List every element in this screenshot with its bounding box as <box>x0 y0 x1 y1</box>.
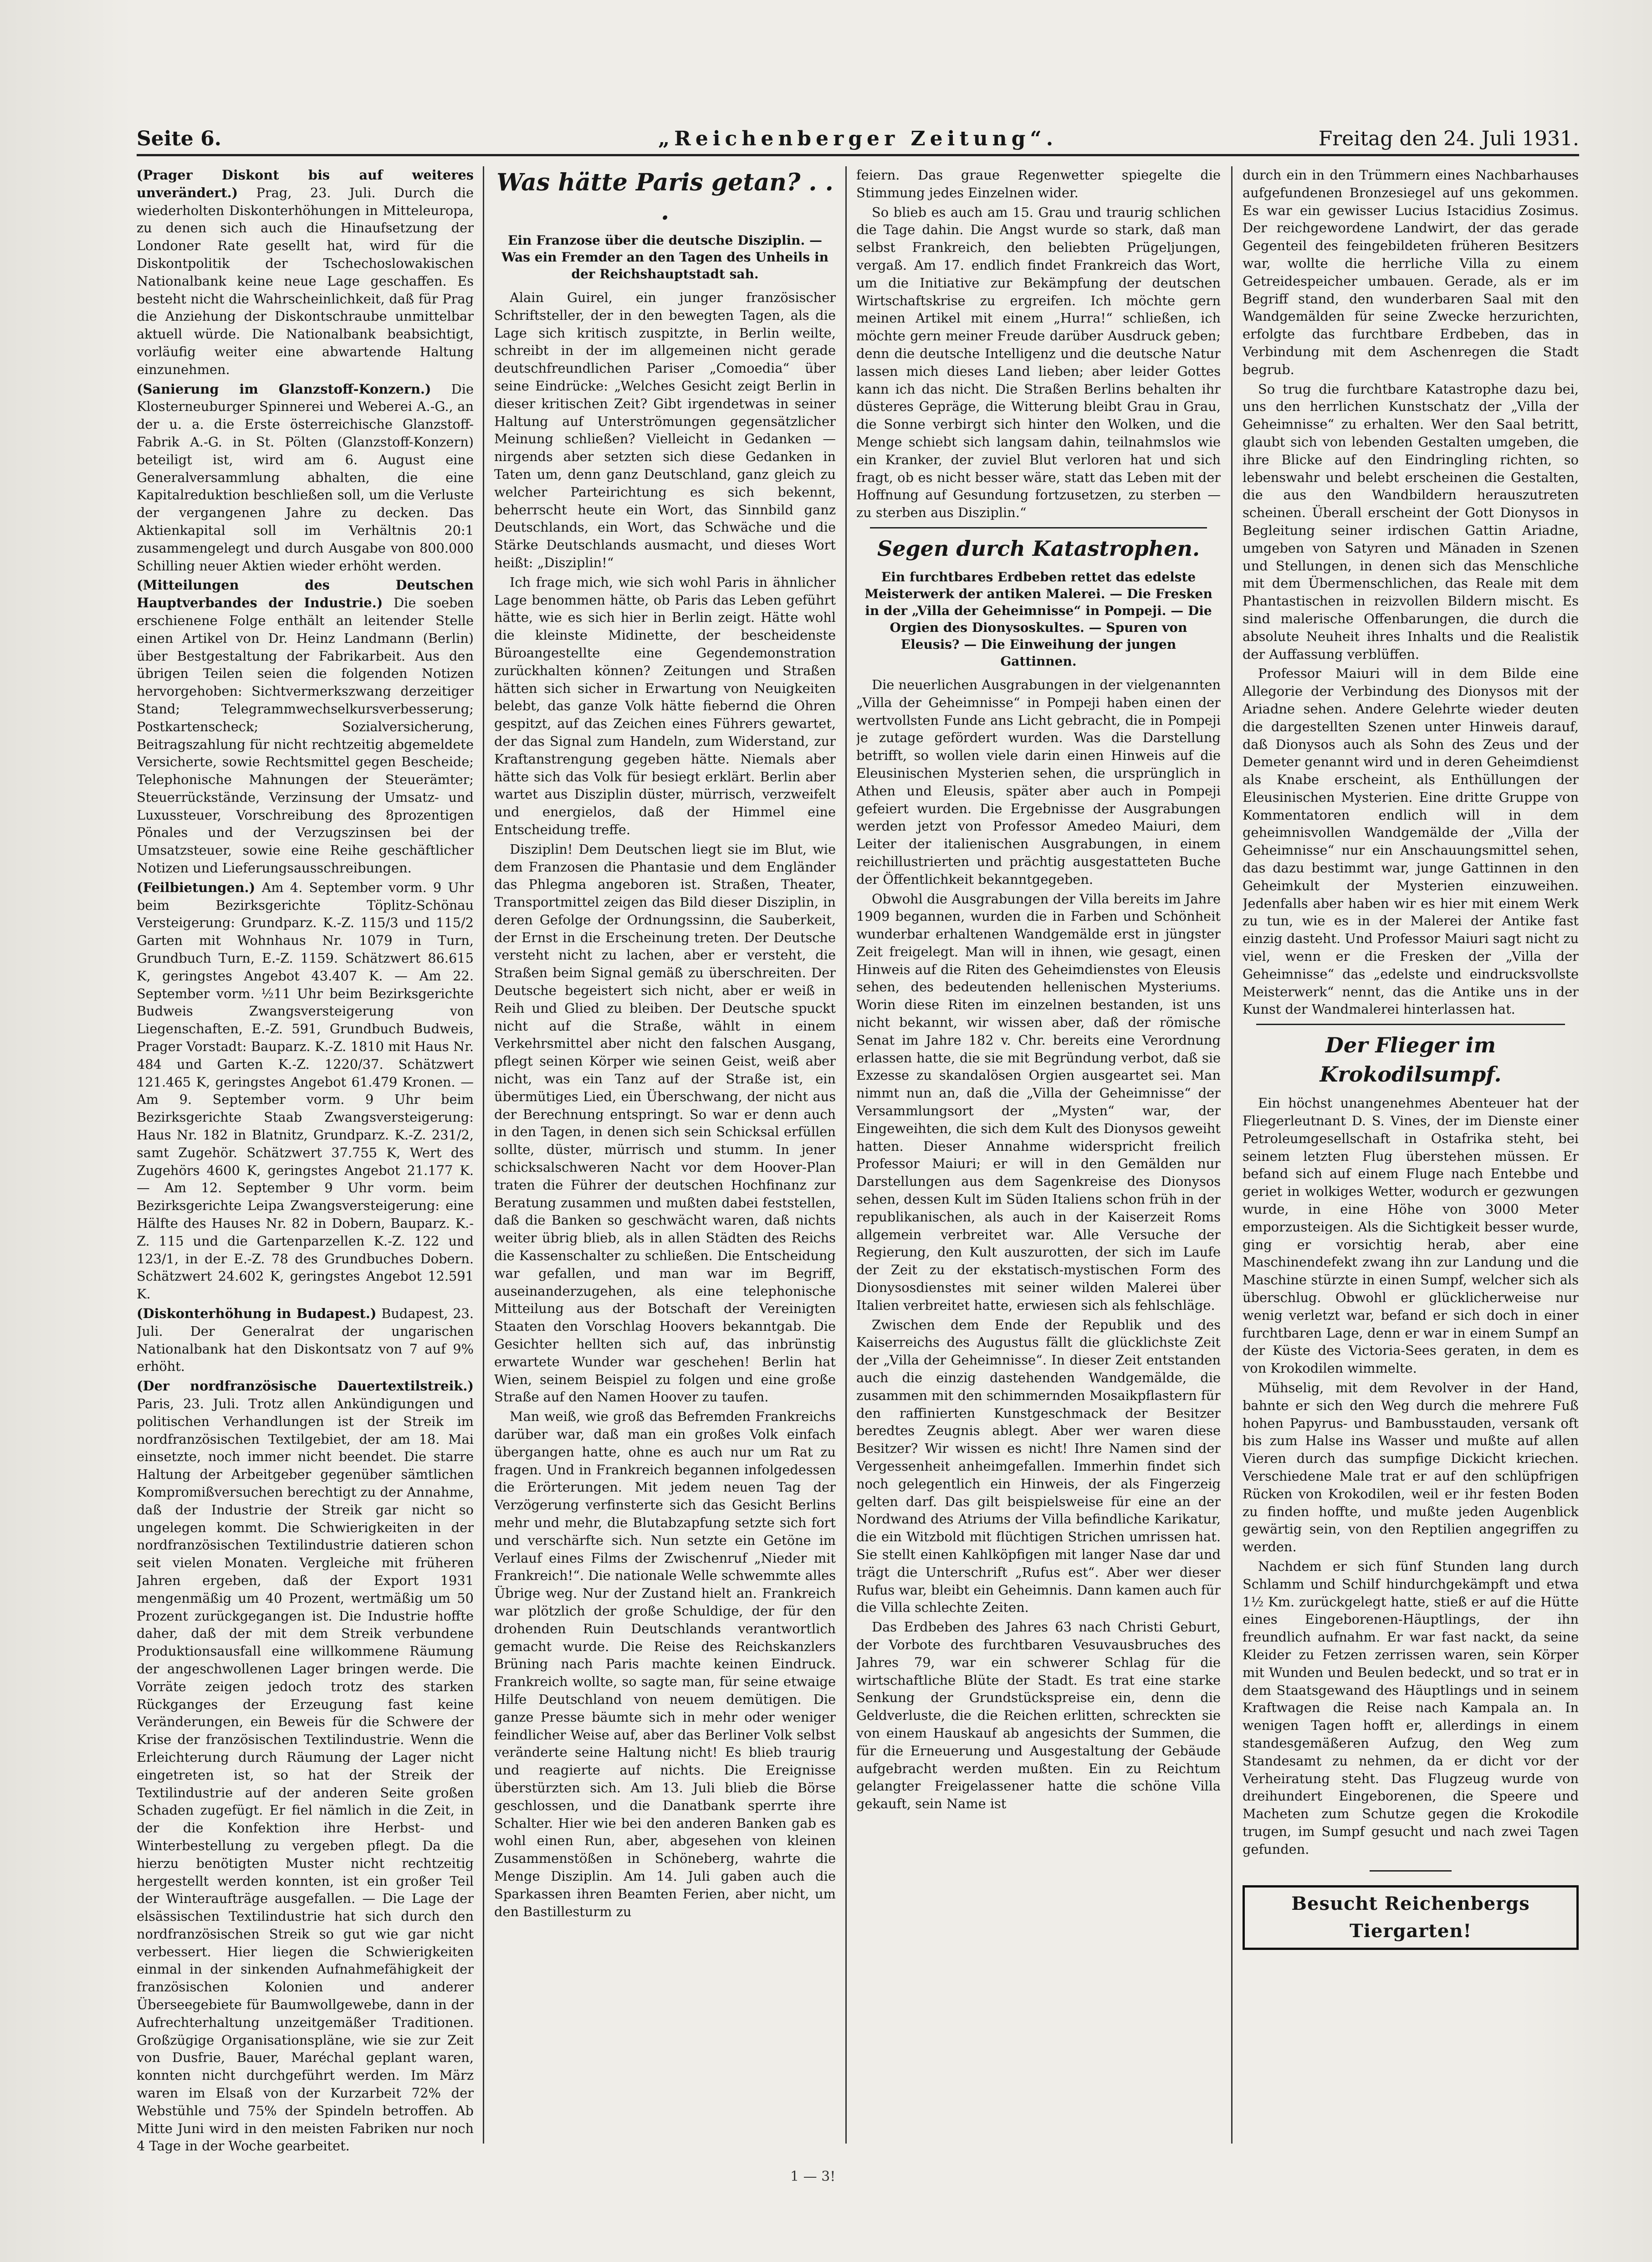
article-paragraph: Mühselig, mit dem Revolver in der Hand, bahnte er sich den Weg durch die mehrere Fuß hohen Papyrus- und Bambusstauden, versank oft bis zum Halse ins Wasser und mußte auf allen Vieren durch das sumpfige Dickicht kriechen. Verschiedene Male trat er auf den schlüpfrigen Rücken von Krokodilen, weil er ihr festen Boden zu finden hoffte, und mußte jeden Augenblick gewärtig sein, von den Reptilien angegriffen zu werden. <box>1243 1380 1579 1555</box>
advert-box: Besucht Reichenbergs Tiergarten! <box>1243 1885 1579 1950</box>
notice-item: (Mitteilungen des Deutschen Hauptverbandes der Industrie.) Die soeben erschienene Folge enthält an leitender Stelle einen Artikel von Dr. Heinz Landmann (Berlin) über Bestgestaltung der Fabrikarbeit. Aus den übrigen Teilen seien die folgenden Notizen hervorgehoben: Sichtvermerkszwang derzeitiger Stand; Telegrammwechselkursverbesserung; Postkartenscheck; Sozialversicherung, Beitragszahlung für nicht rechtzeitig abgemeldete Versicherte, sowie Rechtsmittel gegen Bescheide; Telephonische Mahnungen der Steuerämter; Steuerrückstände, Verzinsung der Umsatz- und Luxussteuer, Vorschreibung des 8prozentigen Pönales und der Verzugszinsen bei der Umsatzsteuer, sowie eine Reihe geschäftlicher Notizen und Lieferungsausschreibungen. <box>137 577 474 876</box>
article-paragraph: Man weiß, wie groß das Befremden Frankreichs darüber war, daß man ein großes Volk einfach übergangen hatte, ohne es auch nur um Rat zu fragen. Und in Frankreich begannen infolgedessen die Erörterungen. Mit jedem neuen Tag der Verzögerung verfinsterte sich das Gesicht Berlins mehr und mehr, die Blutabzapfung setzte sich fort und verschärfte sich. Nun setzte ein Getöne im Verlauf eines Films der Zwischenruf „Nieder mit Frankreich!“. Die nationale Welle schwemmte alles Übrige weg. Nur der Zustand hielt an. Frankreich war plötzlich der große Schuldige, der für den drohenden Ruin Deutschlands verantwortlich gemacht wurde. Die Reise des Reichskanzlers Brüning nach Paris machte keinen Eindruck. Frankreich wollte, so sagte man, für seine etwaige Hilfe Deutschland von neuem demütigen. Die ganze Presse bäumte sich in mehr oder weniger feindlicher Weise auf, aber das Berliner Volk selbst veränderte seine Haltung nicht! Es blieb traurig und reagierte auf nichts. Die Ereignisse überstürzten sich. Am 13. Juli blieb die Börse geschlossen, und die Danatbank sperrte ihre Schalter. Hier wie bei den anderen Banken gab es wohl einen Run, aber, abgesehen von kleinen Zusammenstößen in Schöneberg, wahrte die Menge Disziplin. Am 14. Juli gaben auch die Sparkassen ihren Beamten Ferien, aber nicht, um den Bastillesturm zu <box>494 1409 836 1919</box>
article-paragraph: Das Erdbeben des Jahres 63 nach Christi Geburt, der Vorbote des furchtbaren Vesuvausbruches des Jahres 79, war ein schwerer Schlag für die wirtschaftliche Blüte der Stadt. Es trat eine starke Senkung der Grundstückspreise ein, denn die Geldverluste, die die Reichen erlitten, schreckten sie von einem Hauskauf ab angesichts der Summen, die für die Erneuerung und Ausgestaltung der Gebäude aufgebracht werden mußten. Ein zu Reichtum gelangter Freigelassener hatte die schöne Villa gekauft, sein Name ist <box>856 1619 1221 1812</box>
article-paragraph: durch ein in den Trümmern eines Nachbarhauses aufgefundenen Bronzesiegel auf uns gekommen. Es war ein gewisser Lucius Istacidius Zosimus. Der reichgewordene Landwirt, der das gerade Gegenteil des feingebildeten früheren Besitzers war, wollte die herrliche Villa zu einem Getreidespeicher umbauen. Gerade, als er im Begriff stand, den wunderbaren Saal mit den Wandgemälden für seine Zwecke herzurichten, erfolgte das furchtbare Erdbeben, das in Verbindung mit dem Aschenregen die Stadt begrub. <box>1243 167 1579 377</box>
notice-item: (Der nordfranzösische Dauertextilstreik.) Paris, 23. Juli. Trotz allen Ankündigungen und politischen Verhandlungen ist der Streik im nordfranzösischen Textilgebiet, der am 18. Mai einsetzte, noch immer nicht beendet. Die starre Haltung der Arbeitgeber gegenüber sämtlichen Kompromißversuchen berechtigt zu der Annahme, daß der Industrie der Streik gar nicht so ungelegen kommt. Die Schwierigkeiten in der nordfranzösischen Textilindustrie datieren schon seit vielen Monaten. Vergleiche mit früheren Jahren ergeben, daß der Export 1931 mengenmäßig um 40 Prozent, wertmäßig um 50 Prozent zurückgegangen ist. Die Industrie hoffte daher, daß der mit dem Streik verbundene Produktionsausfall eine willkommene Räumung der angeschwollenen Lager bringen werde. Die Vorräte zeigen jedoch trotz des starken Rückganges der Erzeugung fast keine Veränderungen, ein Beweis für die Schwere der Krise der französischen Textilindustrie. Wenn die Erleichterung durch Räumung der Lager nicht eingetreten ist, so hat der Streik der Textilindustrie auf der anderen Seite großen Schaden zugefügt. Er fiel nämlich in die Zeit, in der die Konfektion ihre Herbst- und Winterbestellung zu vergeben pflegt. Da die hierzu benötigten Muster nicht rechtzeitig hergestellt werden konnten, ist ein großer Teil der Winteraufträge ausgefallen. — Die Lage der elsässischen Textilindustrie hat sich durch den nordfranzösischen Streik so gut wie gar nicht verbessert. Hier liegen die Schwierigkeiten einmal in der sinkenden Aufnahmefähigkeit der französischen Kolonien und anderer Überseegebiete für Baumwollgewebe, dann in der Aufrechterhaltung unzeitgemäßer Traditionen. Großzügige Organisationspläne, wie sie zur Zeit von Dusfrie, Bauer, Maréchal geplant waren, konnten nicht durchgeführt werden. Im März waren im Elsaß von der Kurzarbeit 72% der Webstühle und 75% der Spindeln betroffen. Ab Mitte Juni wird in den meisten Fabriken nur noch 4 Tage in der Woche gearbeitet. <box>137 1378 474 2154</box>
article-headline: Was hätte Paris getan? . . . <box>496 169 834 226</box>
article-separator <box>1370 1870 1452 1872</box>
article-paragraph: feiern. Das graue Regenwetter spiegelte die Stimmung jedes Einzelnen wider. <box>856 167 1221 200</box>
masthead: „Reichenberger Zeitung“. <box>658 127 1058 150</box>
notice-item: (Sanierung im Glanzstoff-Konzern.) Die Klosterneuburger Spinnerei und Weberei A.-G., an der u. a. die Erste österreichische Glanzstoff-Fabrik A.-G. in St. Pölten (Glanzstoff-Konzern) beteiligt ist, wird am 6. August eine Generalversammlung abhalten, die eine Kapitalreduktion beschließen soll, um die Verluste der vergangenen Jahre zu decken. Das Aktienkapital soll im Verhältnis 20:1 zusammengelegt und durch Ausgabe von 800.000 Schilling neuer Aktien wieder erhöht werden. <box>137 381 474 574</box>
notice-item: (Feilbietungen.) Am 4. September vorm. 9 Uhr beim Bezirksgerichte Töplitz-Schönau Versteigerung: Grundparz. K.-Z. 115/3 und 115/2 Garten mit Wohnhaus Nr. 1079 in Turn, Grundbuch Turn, E.-Z. 1159. Schätzwert 86.615 K, geringstes Angebot 43.407 K. — Am 22. September vorm. ½11 Uhr beim Bezirksgerichte Budweis Zwangsversteigerung von Liegenschaften, E.-Z. 591, Grundbuch Budweis, Prager Vorstadt: Bauparz. K.-Z. 1810 mit Haus Nr. 484 und Garten K.-Z. 1220/37. Schätzwert 121.465 K, geringstes Angebot 61.479 Kronen. — Am 9. September vorm. 9 Uhr beim Bezirksgerichte Staab Zwangsversteigerung: Haus Nr. 182 in Blatnitz, Grundparz. K.-Z. 231/2, samt Zugehör. Schätzwert 37.755 K, Wert des Zugehörs 4600 K, geringstes Angebot 21.177 K. — Am 12. September 9 Uhr vorm. beim Bezirksgerichte Leipa Zwangsversteigerung: eine Hälfte des Hauses Nr. 82 in Dobern, Bauparz. K.-Z. 115 und die Gartenparzellen K.-Z. 122 und 123/1, in der E.-Z. 78 des Grundbuches Dobern. Schätzwert 24.602 K, geringstes Angebot 12.591 K. <box>137 879 474 1302</box>
article-paragraph: Disziplin! Dem Deutschen liegt sie im Blut, wie dem Franzosen die Phantasie und dem Engländer das Phlegma angeboren ist. Straßen, Theater, Transportmittel zeigen das Bild dieser Disziplin, in deren Gefolge der Ordnungssinn, die Sauberkeit, der Ernst in die Erscheinung treten. Der Deutsche versteht nicht zu lachen, aber er versteht, die Straßen beim Signal gemäß zu überschreiten. Der Deutsche begeistert sich nicht, aber er weiß in Reih und Glied zu bleiben. Der Deutsche spuckt nicht auf die Straße, wählt in einem Verkehrsmittel aber nicht den falschen Ausgang, pflegt seinen Körper wie seinen Geist, weiß aber nicht, was ein Tanz auf der Straße ist, ein übermütiges Lied, ein Überschwang, der nicht aus der Berechnung entspringt. So war er denn auch in den Tagen, in denen sich sein Schicksal erfüllen sollte, düster, mürrisch und stumm. In jener schicksalschweren Nacht vor dem Hoover-Plan traten die Führer der deutschen Hochfinanz zur Beratung zusammen und mußten dabei feststellen, daß die Banken so geschwächt waren, daß nichts weiter übrig blieb, als in allen Städten des Reichs die Kassenschalter zu schließen. Die Entscheidung war gefallen, und man war im Begriff, auseinanderzugehen, als eine telephonische Mitteilung aus der Botschaft der Vereinigten Staaten den Vorschlag Hoovers bekanntgab. Die Gesichter hellten sich auf, das inbrünstig erwartete Wunder war geschehen! Berlin hat Wien, seinem Beispiel zu folgen und eine große Straße auf den Namen Hoover zu taufen. <box>494 841 836 1405</box>
article-paragraph: Alain Guirel, ein junger französischer Schriftsteller, der in den bewegten Tagen, als die Lage sich kritisch zuspitzte, in Berlin weilte, schreibt in der im allgemeinen nicht gerade deutschfreundlichen Pariser „Comoedia“ über seine Eindrücke: „Welches Gesicht zeigt Berlin in dieser kritischen Zeit? Gibt irgendetwas in seiner Haltung auf Unterströmungen gegensätzlicher Meinung schließen? Vielleicht in Gedanken — nirgends aber setzten sich diese Gedanken in Taten um, denn ganz Deutschland, ganz gleich zu welcher Parteirichtung es sich bekennt, beherrscht heute ein Wort, das Sinnbild ganz Deutschlands, ein Wort, das Schwäche und die Stärke Deutschlands ausmacht, und dieses Wort heißt: „Disziplin!“ <box>494 290 836 570</box>
column-article-pompeji <box>856 166 1221 2166</box>
page-number: Seite 6. <box>137 127 222 150</box>
article-paragraph: Nachdem er sich fünf Stunden lang durch Schlamm und Schilf hindurchgekämpft und etwa 1½ Km. zurückgelegt hatte, stieß er auf die Hütte eines Eingeborenen-Häuptlings, der ihn freundlich aufnahm. Er war fast nackt, da seine Kleider zu Fetzen zerrissen waren, sein Körper mit Wunden und Beulen bedeckt, und so trat er in dem Staatsgewand des Häuptlings und in seinem Kraftwagen die Reise nach Kampala an. In wenigen Tagen hofft er, allerdings in einem standesgemäßeren Aufzug, den Weg zum Standesamt zu nehmen, da er dicht vor der Verheiratung steht. Das Flugzeug wurde von dreihundert Eingeborenen, die Speere und Macheten zum Schutze gegen die Krokodile trugen, im Sumpf gesucht und nach zwei Tagen gefunden. <box>1243 1558 1579 1857</box>
article-paragraph: So blieb es auch am 15. Grau und traurig schlichen die Tage dahin. Die Angst wurde so stark, daß man selbst Frankreich, den beliebten Prügeljungen, vergaß. Am 17. endlich findet Frankreich das Wort, um die Initiative zur Bekämpfung der deutschen Wirtschaftskrise zu ergreifen. Ich möchte gern meinen Artikel mit einem „Hurra!“ schließen, ich möchte gern meiner Freude darüber Ausdruck geben; denn die deutsche Intelligenz und die deutsche Natur lassen mich dieses Land lieben; aber leider Gottes kann ich das nicht. Die Straßen Berlins behalten ihr düsteres Gepräge, die Witterung bleibt Grau in Grau, die Sonne verbirgt sich hinter den Wolken, und die Menge schiebt sich langsam dahin, teilnahmslos wie ein Kranker, der zuviel Blut verloren hat und sich fragt, ob es nicht besser wäre, statt das Leben mit der Hoffnung auf Gesundung fortzusetzen, zu sterben — zu sterben aus Disziplin.“ <box>856 204 1221 521</box>
column-rule <box>1231 166 1233 2144</box>
article-headline: Der Flieger im Krokodilsumpf. <box>1320 1033 1502 1087</box>
column-rule <box>845 166 847 2144</box>
article-paragraph: Ich frage mich, wie sich wohl Paris in ähnlicher Lage benommen hätte, ob Paris das Leben geführt hätte, wie es sich hier in Berlin zeigt. Hätte wohl die kleinste Midinette, der bescheidenste Büroangestellte eine Gegendemonstration zurückhalten können? Zeitungen und Straßen hätten sich sicher in Erwartung von Neuigkeiten belebt, das ganze Volk hätte fiebernd die Ohren gespitzt, auf das Zeichen eines Führers gewartet, der das Signal zum Handeln, zum Widerstand, zur Kraftanstrengung gegeben hätte. Niemals aber hätte sich das Volk für besiegt erklärt. Berlin aber wartet aus Disziplin düster, mürrisch, verzweifelt und energielos, daß der Himmel eine Entscheidung treffe. <box>494 574 836 837</box>
column-rule <box>483 166 484 2144</box>
article-paragraph: So trug die furchtbare Katastrophe dazu bei, uns den herrlichen Kunstschatz der „Villa der Geheimnisse“ zu erhalten. Wer den Saal betritt, glaubt sich von lebenden Gestalten umgeben, die ihre Blicke auf den Eindringling richten, so lebenswahr und belebt erscheinen die Gestalten, die aus den Wandbildern herauszutreten scheinen. Überall erscheint der Gott Dionysos in Begleitung seiner irdischen Gattin Ariadne, umgeben von Satyren und Mänaden in Szenen und Stellungen, in denen sich das Menschliche mit dem Übermenschlichen, das Reale mit dem Phantastischen in reizvollen Bildern mischt. Es sind malerische Offenbarungen, die durch die absolute Neuheit ihres Inhalts und die Realistik der Auffassung verblüffen. <box>1243 381 1579 662</box>
article-deck: Ein Franzose über die deutsche Disziplin. — Was ein Fremder an den Tagen des Unheils in der Reichshauptstadt sah. <box>501 233 829 282</box>
article-separator <box>870 527 1207 528</box>
article-paragraph: Obwohl die Ausgrabungen der Villa bereits im Jahre 1909 begannen, wurden die in Farben und Schönheit wunderbar erhaltenen Wandgemälde erst in jüngster Zeit freigelegt. Man will in ihnen, wie gesagt, einen Hinweis auf die Riten des Geheimdienstes von Eleusis sehen, des bedeutenden hellenischen Mysteriums. Worin diese Riten im einzelnen bestanden, ist uns nicht bekannt, wir wissen aber, daß der römische Senat im Jahre 182 v. Chr. bereits eine Verordnung erlassen hatte, die sie mit Begründung verbot, daß sie Exzesse zu skandalösen Orgien ausgeartet sei. Man nimmt nun an, daß die „Villa der Geheimnisse“ der Versammlungsort der „Mysten“ war, der Eingeweihten, die sich dem Kult des Dionysos geweiht hatten. Dieser Annahme widerspricht freilich Professor Maiuri; er will in den Gemälden nur Darstellungen aus dem Sagenkreise des Dionysos sehen, dessen Kult im Süden Italiens schon früh in der republikanischen, als auch in der Kaiserzeit Roms allgemein verbreitet war. Alle Versuche der Regierung, den Kult auszurotten, der sich im Laufe der Zeit zu der ekstatisch-mystischen Form des Dionysosdienstes mit seiner wilden Malerei über Italien verbreitet hatte, erwiesen sich als fehlschläge. <box>856 891 1221 1313</box>
article-paragraph: Professor Maiuri will in dem Bilde eine Allegorie der Verbindung des Dionysos mit der Ariadne sehen. Andere Gelehrte wieder deuten die dargestellten Szenen unter Hinweis darauf, daß Dionysos auch als Sohn des Zeus und der Demeter genannt wird und in deren Geheimdienst als Knabe erscheint, als Enthüllungen der Eleusinischen Mysterien. Eine dritte Gruppe von Kommentatoren endlich will in dem geheimnisvollen Wandgemälde der „Villa der Geheimnisse“ nur ein Anschauungsmittel sehen, das dazu bestimmt war, junge Gattinnen in den Geheimkult der Mysterien einzuweihen. Jedenfalls aber haben wir es hier mit einem Werk zu tun, wie es in der Malerei der Antike fast einzig dasteht. Und Professor Maiuri sagt nicht zu viel, wenn er die Fresken der „Villa der Geheimnisse“ das „edelste und eindrucksvollste Meisterwerk“ nennt, das die Antike uns in der Kunst der Wandmalerei hinterlassen hat. <box>1243 666 1579 1017</box>
column-economy <box>137 166 474 2166</box>
page-header <box>137 127 1579 156</box>
folio-marks: 1 — 3! <box>790 2169 836 2185</box>
article-paragraph: Die neuerlichen Ausgrabungen in der vielgenannten „Villa der Geheimnisse“ in Pompeji haben einen der wertvollsten Funde ans Licht gebracht, die in Pompeji je zutage gefördert wurden. Was die Darstellung betrifft, so wollen viele darin einen Hinweis auf die Eleusinischen Mysterien sehen, die ursprünglich in Athen und Eleusis, später aber auch in Pompeji gefeiert wurden. Die Ergebnisse der Ausgrabungen werden jetzt von Professor Amedeo Maiuri, dem Leiter der italienischen Ausgrabungen, in einem reichillustrierten und prächtig ausgestatteten Buche der Öffentlichkeit bekanntgegeben. <box>856 677 1221 887</box>
article-paragraph: Ein höchst unangenehmes Abenteuer hat der Fliegerleutnant D. S. Vines, der im Dienste einer Petroleumgesellschaft in Ostafrika steht, bei seinem letzten Flug überstehen müssen. Er befand sich auf einem Fluge nach Entebbe und geriet in wolkiges Wetter, wodurch er gezwungen wurde, in eine Höhe von 3000 Meter emporzusteigen. Als die Sichtigkeit besser wurde, ging er vorsichtig herab, aber eine Maschinendefekt zwang ihn zur Landung und die Maschine stürzte in einen Sumpf, welcher sich als überschlug. Obwohl er glücklicherweise nur wenig verletzt war, befand er sich doch in einer furchtbaren Lage, denn er war in einem Sumpf an der Küste des Victoria-Sees geraten, in dem es von Krokodilen wimmelte. <box>1243 1095 1579 1376</box>
column-article-flieger <box>1243 166 1579 2166</box>
article-deck: Ein furchtbares Erdbeben rettet das edelste Meisterwerk der antiken Malerei. — Die Fresken in der „Villa der Geheimnisse“ in Pompeji. — Die Orgien des Dionysoskultes. — Spuren von Eleusis? — Die Einweihung der jungen Gattinnen. <box>864 569 1212 669</box>
notice-item: (Diskonterhöhung in Budapest.) Budapest, 23. Juli. Der Generalrat der ungarischen Nationalbank hat den Diskontsatz von 7 auf 9% erhöht. <box>137 1306 474 1375</box>
column-article-paris <box>494 166 836 2166</box>
article-separator <box>1256 1024 1565 1025</box>
notice-item: (Prager Diskont bis auf weiteres unverändert.) Prag, 23. Juli. Durch die wiederholten Diskonterhöhungen in Mitteleuropa, zu denen sich auch die Hinaufsetzung der Londoner Rate gesellt hat, wird für die Diskontpolitik der Tschechoslowakischen Nationalbank keine neue Lage geschaffen. Es besteht nicht die Wahrscheinlichkeit, daß für Prag die Anziehung der Diskontschraube unmittelbar aktuell würde. Die Nationalbank beabsichtigt, vorläufig weiter eine abwartende Haltung einzunehmen. <box>137 167 474 377</box>
issue-date: Freitag den 24. Juli 1931. <box>1318 127 1579 150</box>
article-paragraph: Zwischen dem Ende der Republik und des Kaiserreichs des Augustus fällt die glücklichste Zeit der „Villa der Geheimnisse“. In dieser Zeit entstanden auch die einzig dastehenden Wandgemälde, die zusammen mit den schimmernden Mosaikpflastern für den raffinierten Kunstgeschmack der Besitzer beredtes Zeugnis ablegt. Aber wer waren diese Besitzer? Wir wissen es nicht! Ihre Namen sind der Vergessenheit anheimgefallen. Immerhin findet sich noch gelegentlich ein Hinweis, der als Fingerzeig gelten darf. Das gilt beispielsweise für eine an der Nordwand des Atriums der Villa befindliche Karikatur, die ein Witzbold mit flüchtigen Strichen umrissen hat. Sie stellt einen Kahlköpfigen mit langer Nase dar und trägt die Unterschrift „Rufus est“. Aber wer dieser Rufus war, bleibt ein Geheimnis. Dann kamen auch für die Villa schlechte Zeiten. <box>856 1317 1221 1616</box>
article-headline: Segen durch Katastrophen. <box>877 536 1200 561</box>
